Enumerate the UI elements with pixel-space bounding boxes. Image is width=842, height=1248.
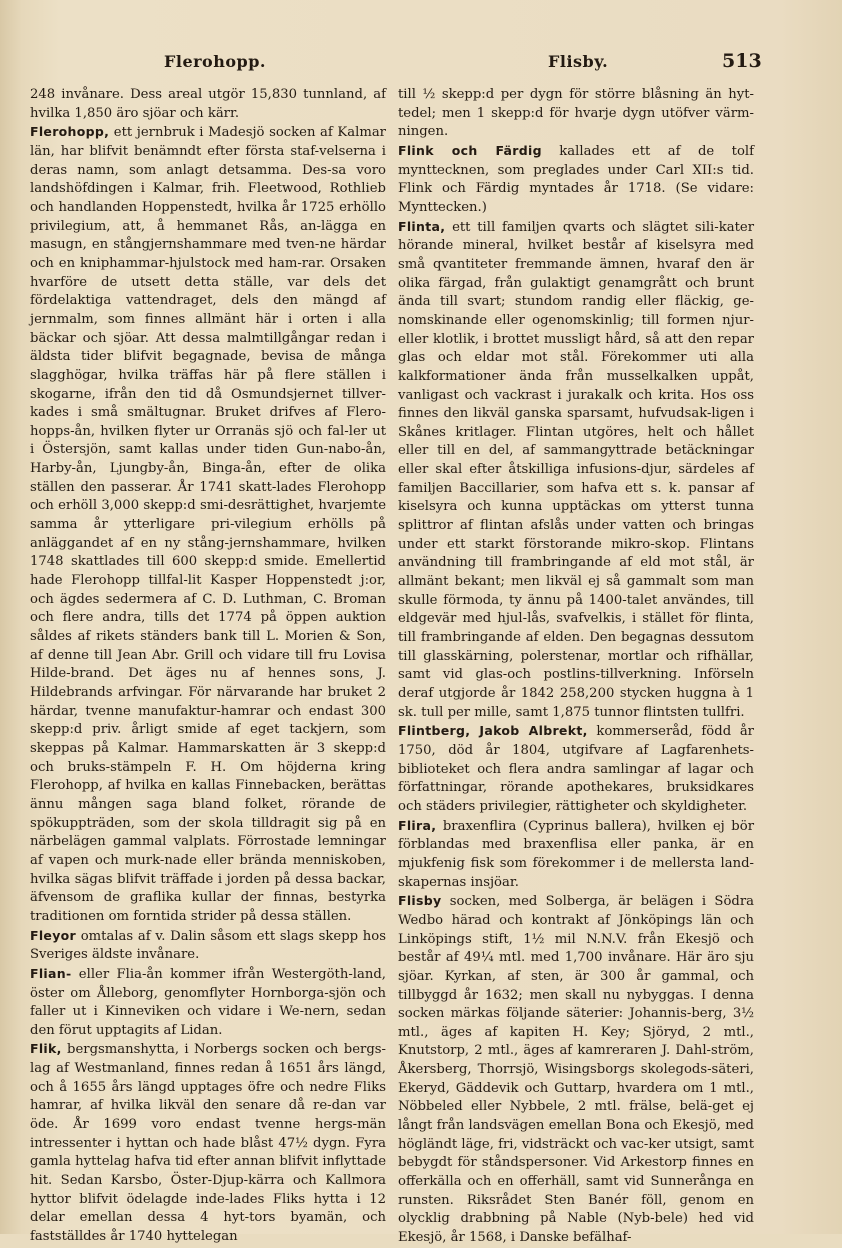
entry-flinta [398,218,754,723]
entry-text: eller Flia-ån kommer ifrån Westergöth-land, öster om Ålleborg, genomflyter Hornborga-sjön och faller ut i Kinneviken och vidare i We-nern, sedan den förut upptagits af Lidan. [30,966,386,1038]
entry-headword: Flink och Färdig [398,142,542,158]
entry-flian [30,965,386,1041]
entry-text: omtalas af v. Dalin såsom ett slags skepp hos Sveriges äldste invånare. [30,928,386,963]
header-left-keyword: Flerohopp. [164,52,266,71]
entry-text: ett jernbruk i Madesjö socken af Kalmar län, har blifvit benämndt efter första staf-velserna i deras namn, som anlagt detsamma. Des-sa voro landshöfdingen i Kalmar, frih. Fleetwood, Rothlieb och handlanden Hoppenstedt, hvilka år 1725 erhöllo privilegium, att, å hemmanet Rås, an-lägga en masugn, en stångjernshammare med tven-ne härdar och en kniphammar-hjulstock med ham-rar. Orsaken hvarföre de utsett detta ställe, var dels det fördelaktiga vattendraget, dels den mängd af jernmalm, som finnes allmänt här i orten i alla bäckar och sjöar. Att dessa malmtillgångar redan i äldsta tider blifvit begagnade, bevisa de många slagghögar, hvilka träffas här på flere ställen i skogarne, ifrån den tid då Osmundsjernet tillver-kades i små smältugnar. Bruket drifves af Flero-hopps-ån, hvilken flyter ur Orranäs sjö och fal-ler ut i Östersjön, samt kallas under tiden Gun-nabo-ån, Harby-ån, Ljungby-ån, Binga-ån, efter de olika ställen den passerar. År 1741 skatt-lades Flerohopp och erhöll 3,000 skepp:d smi-desrättighet, hvarjemte samma år ytterligare pri-vilegium erhölls på anläggandet af en ny stång-jernshammare, hvilken 1748 skattlades till 600 skepp:d smide. Emellertid hade Flerohopp tillfal-lit Kasper Hoppenstedt j:or, och ägdes sedermera af C. D. Luthman, C. Broman och flere andra, tills det 1774 på öppen auktion såldes af rikets ständers bank till L. Morien & Son, af denne till Jean Abr. Grill och vidare till fru Lovisa Hilde-brand. Det äges nu af hennes sons, J. Hildebrands arfvingar. För närvarande har bruket 2 härdar, tvenne manufaktur-hamrar och endast 300 skepp:d priv. årligt smide af eget tackjern, som skeppas på Kalmar. Hammarskatten är 3 skepp:d och bruks-stämpeln F. H. Om höjderna kring Flerohopp, af hvilka en kallas Finnebacken, berättas ännu mången saga bland folket, rörande de spökuppträden, som der skola tilldragit sig på en närbelägen gammal valplats. Förrostade lemningar af vapen och murk-nade eller brända menniskoben, hvilka sägas blifvit träffade i jorden på dessa backar, äfvensom de graflika kullar der finnas, bestyrka traditionen om forntida strider på dessa ställen. [30,125,386,924]
entry-text: kommerseråd, född år 1750, död år 1804, utgifvare af Lagfarenhets-biblioteket och flera andra samlingar af lagar och författningar, rörande apothekares, bruksidkares och städers privilegier, rättigheter och skyldigheter. [398,724,754,814]
entry-headword: Flinta, [398,218,446,234]
entry-text: till ½ skepp:d per dygn för större blåsning än hyt-tedel; men 1 skepp:d för hvarje dygn utöfver värm-ningen. [398,87,754,140]
entry-flink-och-fardig [398,142,754,218]
entry-headword: Flira, [398,817,437,833]
entry-flerohopp [30,123,386,926]
page-number: 513 [722,50,762,72]
header-right-keyword: Flisby. [548,52,609,71]
entry-headword: Flerohopp, [30,124,110,140]
entry-headword: Flik, [30,1041,62,1057]
entry-text: socken, med Solberga, är belägen i Södra Wedbo härad och kontrakt af Jönköpings län och Linköpings stift, 1½ mil N.N.V. från Ekesjö och består af 49¼ mtl. med 1,700 invånare. Här äro sju sjöar. Kyrkan, af sten, är 300 år gammal, och tillbyggd år 1632; men skall nu nybyggas. I denna socken märkas följande säterier: Johannis-berg, 3½ mtl., äges af kapiten H. Key; Sjöryd, 2 mtl., Knutstorp, 2 mtl., äges af kamreraren J. Dahl-ström, Åkersberg, Thorrsjö, Wisingsborgs skolegods-säteri, Ekeryd, Gäddevik och Guttarp, hvardera om 1 mtl., Nöbbeled eller Nybbele, 2 mtl. frälse, belä-get ej långt från landsvägen emellan Bona och Ekesjö, med högländt läge, fri, vidsträckt och vac-ker utsigt, samt bebygdt för ståndspersoner. Vid Arkestorp finnes en offerkälla och en offerhäll, samt vid Sunnerånga en runsten. Riksrådet Sten Banér föll, genom en olycklig drabbning på Nable (Nyb-bele) hed vid Ekesjö, år 1568, i Danske befälhaf- [398,894,754,1246]
entry-flintberg [398,722,754,816]
entry-flik [30,1040,386,1246]
running-header [0,52,842,78]
entry-headword: Flian- [30,965,72,981]
entry-headword: Flintberg, Jakob Albrekt, [398,723,588,739]
entry-text: bergsmanshytta, i Norbergs socken och bergs-lag af Westmanland, finnes redan å 1651 års längd, och å 1655 års längd upptages öfre och nedre Fliks hamrar, af hvilka likväl den senare då re-dan var öde. År 1699 voro endast tvenne hergs-män intressenter i hyttan och hade blåst 47½ dygn. Fyra gamla hyttelag hafva tid efter annan blifvit inflyttade hit. Sedan Karsbo, Öster-Djup-kärra och Kallmora hyttor blifvit ödelagde inde-lades Fliks hytta i 12 delar emellan dessa 4 hyt-tors byamän, och fastställdes år 1740 hyttelegan [30,1042,386,1245]
entry-text: ett till familjen qvarts och slägtet sili-kater hörande mineral, hvilket består af kiselsyra med små qvantiteter fremmande ämnen, hvaraf den är olika färgad, från gulaktigt genamgrått och brunt ända till svart; stundom randig eller fläckig, ge-nomskinande eller ogenomskinlig; till formen njur-eller klotlik, i brottet mussligt hård, så att den repar glas och eldar mot stål. Förekommer uti alla kalkformationer ända från musselkalken uppåt, vanligast och vackrast i jurakalk och krita. Hos oss finnes den likväl ganska sparsamt, hufvudsak-ligen i Skånes kritlager. Flintan utgöres, helt och hållet eller till en del, af sammangyttrade betäckningar eller skal efter åtskilliga infusions-djur, särdeles af familjen Baccillarier, som hafva ett s. k. pansar af kiselsyra och kunna upptäckas om ytterst tunna splittror af flintan afslås under vatten och bringas under ett starkt förstorande mikro-skop. Flintans användning till frambringande af eld mot stål, är allmänt bekant; men likväl ej så gammalt som man skulle förmoda, ty ännu på 1400-talet användes, till eldgevär med hjul-lås, svafvelkis, i stället för flinta, till frambringande af elden. Den begagnas dessutom till glasskärning, polerstenar, mortlar och rifhällar, samt vid glas-och postlins-tillverkning. Införseln deraf utgjorde år 1842 258,200 stycken huggna à 1 sk. tull per mille, samt 1,875 tunnor flintsten tullfri. [398,219,754,720]
left-column [30,86,386,1245]
entry-flira [398,817,754,893]
entry-text: braxenflira (Cyprinus ballera), hvilken ej bör förblandas med braxenflisa eller panka, är en mjukfenig fisk som förekommer i de mellersta land-skapernas insjöar. [398,818,754,890]
entry-text: kallades ett af de tolf mynttecknen, som preglades under Carl XII:s tid. Flink och Färdig myntades år 1718. (Se vidare: Mynttecken.) [398,143,755,215]
entry-continuation [398,86,754,142]
entry-headword: Flisby [398,893,442,909]
entry-fleyor [30,927,386,965]
right-column [398,86,755,1246]
entry-flisby [398,892,754,1247]
entry-headword: Fleyor [30,927,77,943]
entry-continuation [30,86,386,123]
entry-text: 248 invånare. Dess areal utgör 15,830 tunnland, af hvilka 1,850 äro sjöar och kärr. [30,87,386,121]
